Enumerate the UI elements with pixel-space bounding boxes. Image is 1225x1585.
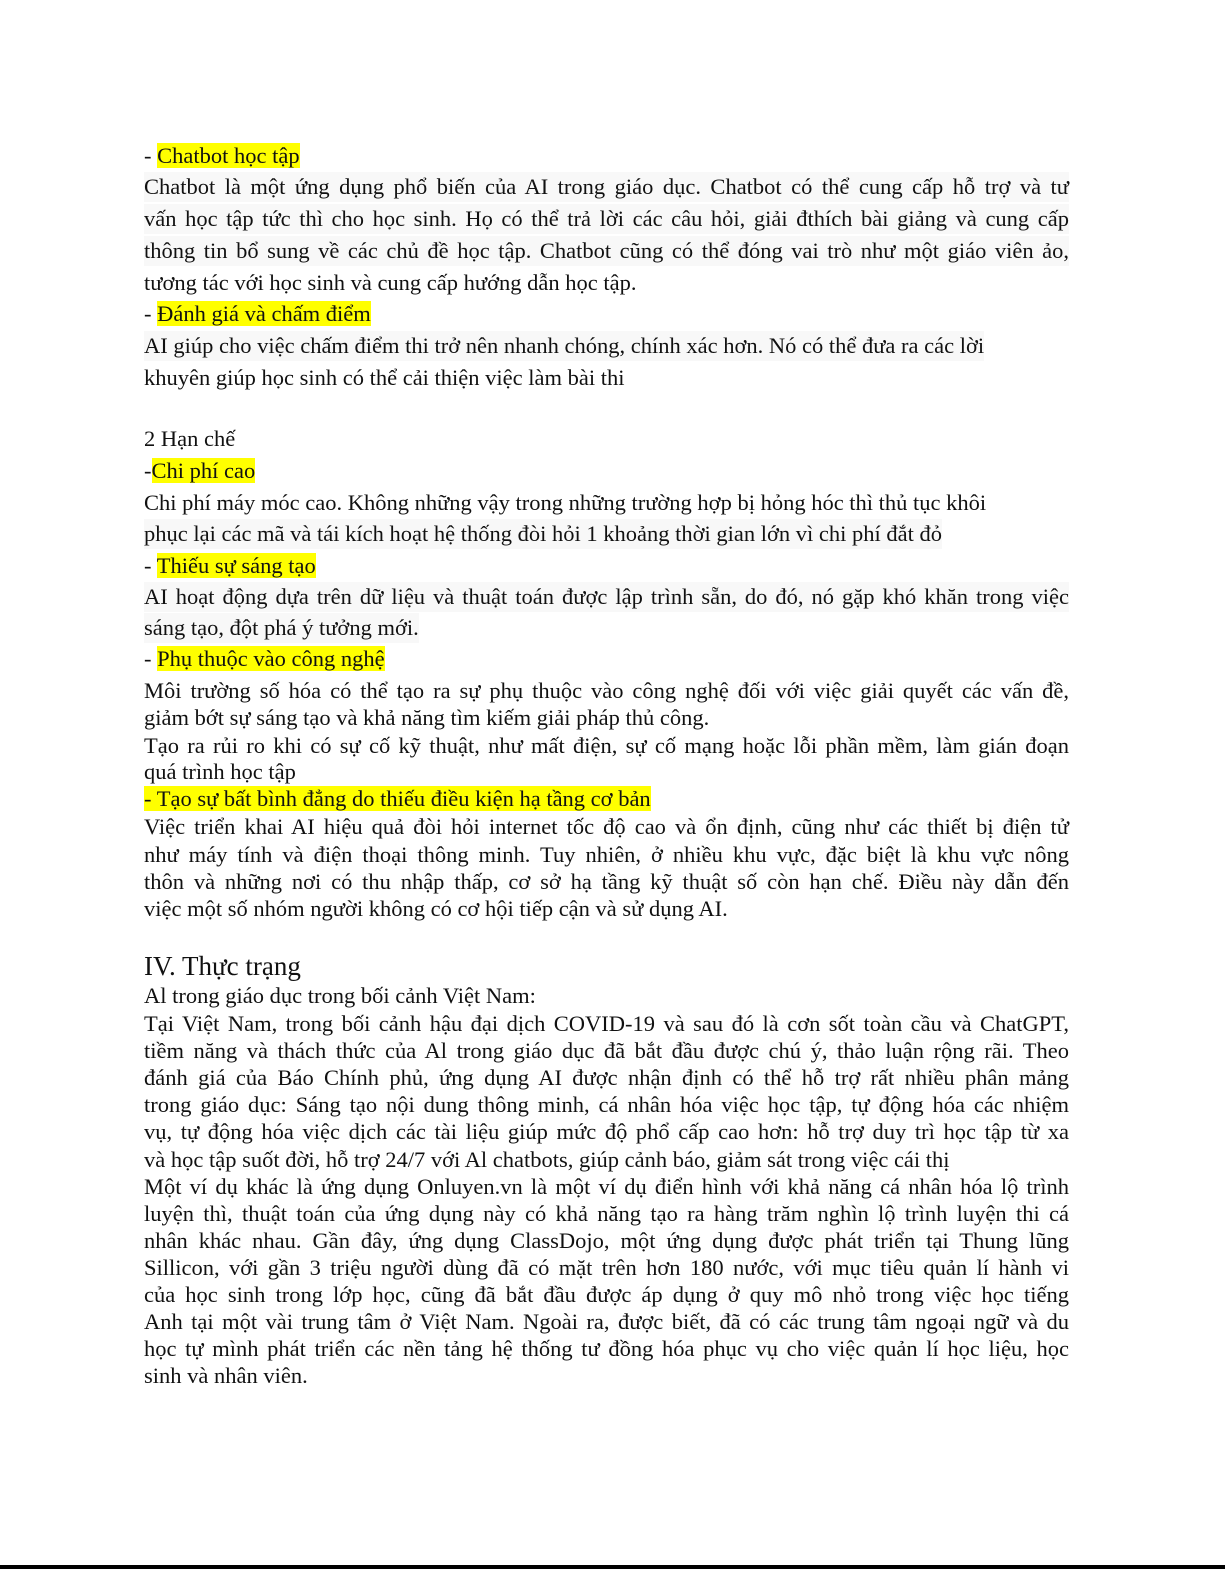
grading-heading: Đánh giá và chấm điểm xyxy=(157,301,371,326)
paragraph-line: sinh và nhân viên. xyxy=(144,1363,308,1388)
paragraph-line: tương tác với học sinh và cung cấp hướng dẫn học tập. xyxy=(144,270,637,295)
paragraph-line: tiềm năng và thách thức của Al trong giáo dục đã bắt đầu được chú ý, thảo luận rộng rãi. Theo xyxy=(144,1038,1069,1063)
paragraph-line: Chi phí máy móc cao. Không những vậy trong những trường hợp bị hỏng hóc thì thủ tục khôi xyxy=(144,490,987,515)
paragraph-line: thông tin bổ sung về các chủ đề học tập. Chatbot cũng có thể đóng vai trò như một giáo viên ảo, xyxy=(144,236,1069,266)
paragraph-line: Tạo ra rủi ro khi có sự cố kỹ thuật, như mất điện, sự cố mạng hoặc lỗi phần mềm, làm gián đoạn xyxy=(144,733,1069,758)
section-title-status: IV. Thực trạng xyxy=(144,951,301,981)
paragraph-line: học tự mình phát triển các nền tảng hệ thống tư đồng hóa phục vụ cho việc quản lí học liệu, học xyxy=(144,1336,1069,1361)
creativity-heading: Thiếu sự sáng tạo xyxy=(156,553,316,578)
chatbot-heading: Chatbot học tập xyxy=(157,143,300,168)
paragraph-line: khuyên giúp học sinh có thể cải thiện việc làm bài thi xyxy=(144,365,625,390)
paragraph-line: của học sinh trong lớp học, cũng đã bắt đầu được áp dụng ở quy mô nhỏ trong việc học tiếng xyxy=(144,1282,1069,1307)
section-subtitle: Al trong giáo dục trong bối cảnh Việt Nam: xyxy=(144,983,536,1008)
paragraph-line: việc một số nhóm người không có cơ hội tiếp cận và sử dụng AI. xyxy=(144,896,728,921)
cost-heading-line xyxy=(144,456,255,486)
paragraph-line: AI giúp cho việc chấm điểm thi trở nên nhanh chóng, chính xác hơn. Nó có thể đưa ra các lời xyxy=(144,331,984,361)
paragraph-line: giảm bớt sự sáng tạo và khả năng tìm kiếm giải pháp thủ công. xyxy=(144,705,710,730)
chatbot-heading-line xyxy=(144,141,300,171)
paragraph-line: như máy tính và điện thoại thông minh. Tuy nhiên, ở nhiều khu vực, đặc biệt là khu vực nông xyxy=(144,842,1069,867)
bullet-dash: - xyxy=(144,646,158,671)
paragraph-line: Sillicon, với gần 3 triệu người dùng đã có mặt trên hơn 180 nước, với mục tiêu quản lí hành vi xyxy=(144,1255,1069,1280)
paragraph-line: và học tập suốt đời, hỗ trợ 24/7 với Al chatbots, giúp cảnh báo, giảm sát trong việc cái thị xyxy=(144,1147,950,1172)
paragraph-line: nhân khác nhau. Gần đây, ứng dụng ClassDojo, một ứng dụng được phát triển tại Thung lũng xyxy=(144,1228,1069,1253)
paragraph-line: Chatbot là một ứng dụng phổ biến của AI trong giáo dục. Chatbot có thể cung cấp hỗ trợ và tư xyxy=(144,172,1069,202)
paragraph-line: sáng tạo, đột phá ý tưởng mới. xyxy=(144,613,419,643)
cost-heading: Chi phí cao xyxy=(151,458,256,483)
bullet-dash: - xyxy=(144,553,157,578)
paragraph-line: Anh tại một vài trung tâm ở Việt Nam. Ngoài ra, được biết, đã có các trung tâm ngoại ngữ và du xyxy=(144,1309,1069,1334)
dependence-heading: Phụ thuộc vào công nghệ xyxy=(157,646,385,671)
paragraph-line: AI hoạt động dựa trên dữ liệu và thuật toán được lập trình sẵn, do đó, nó gặp khó khăn trong việc xyxy=(144,582,1069,612)
paragraph-line: quá trình học tập xyxy=(144,759,296,784)
grading-heading-line xyxy=(144,299,371,329)
paragraph-line: trong giáo dục: Sáng tạo nội dung thông minh, cá nhân hóa việc học tập, tự động hóa các nhiệm xyxy=(144,1092,1069,1117)
paragraph-line: Việc triển khai AI hiệu quả đòi hỏi internet tốc độ cao và ổn định, cũng như các thiết bị điện tử xyxy=(144,814,1069,839)
paragraph-line: thôn và những nơi có thu nhập thấp, cơ sở hạ tầng kỹ thuật số còn hạn chế. Điều này dẫn đến xyxy=(144,869,1069,894)
paragraph-line: vụ, tự động hóa việc dịch các tài liệu giúp mức độ phổ cấp cao hơn: hỗ trợ duy trì học tập từ xa xyxy=(144,1119,1069,1144)
bullet-dash: - xyxy=(144,143,158,168)
page-bottom-rule xyxy=(0,1565,1225,1569)
inequality-heading: - Tạo sự bất bình đẳng do thiếu điều kiện hạ tầng cơ bản xyxy=(144,786,651,811)
paragraph-line: Một ví dụ khác là ứng dụng Onluyen.vn là một ví dụ điển hình với khả năng cá nhân hóa lộ trình xyxy=(144,1174,1069,1199)
paragraph-line: luyện thì, thuật toán của ứng dụng này có khả năng tạo ra hàng trăm nghìn lộ trình luyện thi cá xyxy=(144,1201,1069,1226)
paragraph-line: Tại Việt Nam, trong bối cảnh hậu đại dịch COVID-19 và sau đó là cơn sốt toàn cầu và ChatGPT, xyxy=(144,1011,1069,1036)
section-title-limits: 2 Hạn chế xyxy=(144,426,236,451)
dependence-heading-line xyxy=(144,644,385,674)
bullet-dash: - xyxy=(144,458,152,483)
paragraph-line: vấn học tập tức thì cho học sinh. Họ có thể trả lời các câu hỏi, giải đthích bài giảng và cung cấp xyxy=(144,204,1069,234)
paragraph-line: phục lại các mã và tái kích hoạt hệ thống đòi hỏi 1 khoảng thời gian lớn vì chi phí đắt đỏ xyxy=(144,519,942,549)
creativity-heading-line xyxy=(144,551,316,581)
bullet-dash: - xyxy=(144,301,158,326)
paragraph-line: Môi trường số hóa có thể tạo ra sự phụ thuộc vào công nghệ đối với việc giải quyết các vấn đề, xyxy=(144,678,1069,703)
inequality-heading-line xyxy=(144,784,651,814)
paragraph-line: đánh giá của Báo Chính phủ, ứng dụng AI được nhận định có thể hỗ trợ rất nhiều phân mảng xyxy=(144,1065,1069,1090)
